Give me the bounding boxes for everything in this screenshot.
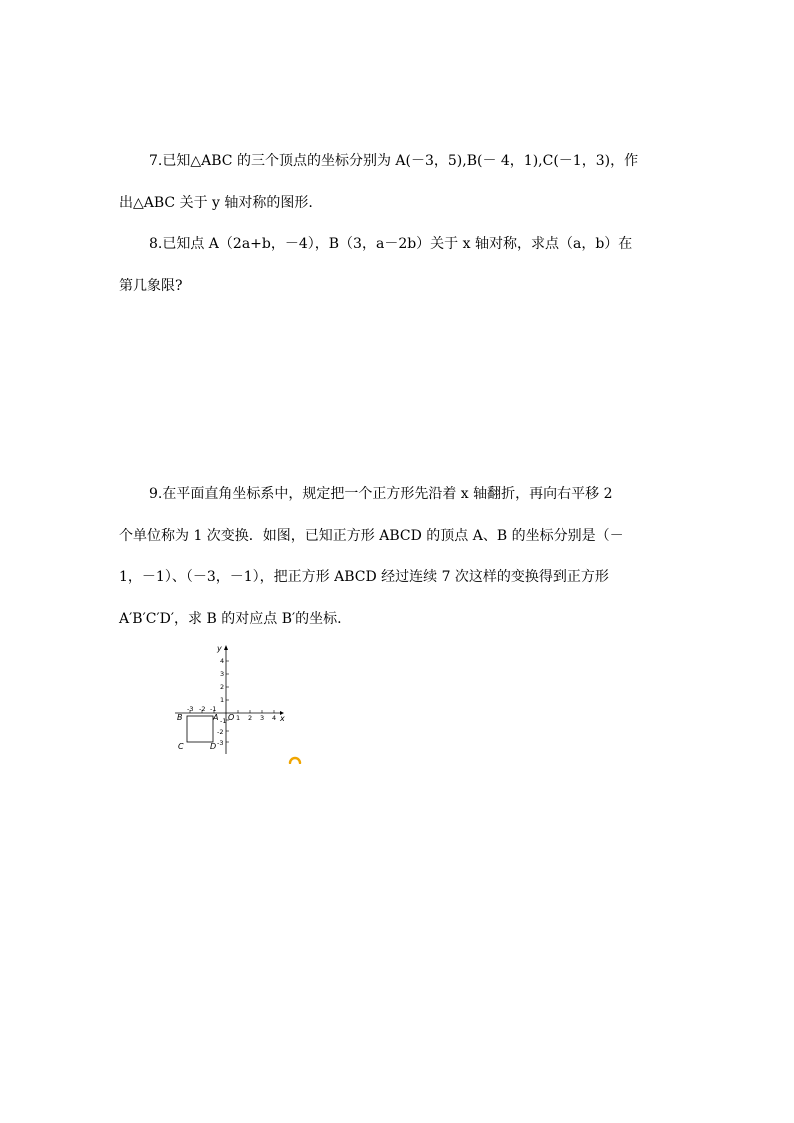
y-tick-label: -3 [217,739,224,747]
x-tick-label: 3 [260,714,265,722]
problem-8-line-2: 第几象限? [119,278,183,294]
x-tick-label: 2 [248,714,253,722]
y-tick-label: -1 [220,717,227,725]
vertex-label-c: C [178,742,184,751]
x-tick-label: 4 [272,714,277,722]
y-axis-label: y [217,644,222,653]
problem-8-line-1: 8.已知点 A（2a+b，－4），B（3，a－2b）关于 x 轴对称，求点（a，b）在 [149,236,633,252]
problem-9-line-3: 1，－1）、（－3，－1），把正方形 ABCD 经过连续 7 次这样的变换得到正方形 [119,569,609,585]
y-axis-arrow [224,645,228,650]
square-abcd [187,716,213,742]
y-tick-label: 4 [220,657,225,665]
vertex-label-a: A [213,713,219,722]
coordinate-diagram [170,642,290,757]
x-tick-label: -2 [199,705,206,713]
y-tick-label: 1 [220,696,225,704]
y-tick-label: 3 [220,670,225,678]
y-tick-label: 2 [220,683,225,691]
problem-9-line-4: A′B′C′D′，求 B 的对应点 B′的坐标. [119,611,342,627]
x-tick-label: -1 [210,705,217,713]
x-tick-label: 1 [236,714,241,722]
orange-arc-mark [288,752,302,762]
x-axis-label: x [280,714,285,723]
problem-9-line-2: 个单位称为 1 次变换．如图，已知正方形 ABCD 的顶点 A、B 的坐标分别是（－ [119,528,624,544]
problem-7-line-1: 7.已知△ABC 的三个顶点的坐标分别为 A(－3，5),B(－ 4，1),C(－1，3)，作 [149,153,639,169]
x-tick-label: -3 [187,705,194,713]
problem-7-line-2: 出△ABC 关于 y 轴对称的图形. [119,195,313,211]
origin-label: O [228,713,235,722]
y-tick-label: -2 [217,728,224,736]
problem-9-line-1: 9.在平面直角坐标系中，规定把一个正方形先沿着 x 轴翻折，再向右平移 2 [149,486,613,502]
vertex-label-d: D [210,742,217,751]
vertex-label-b: B [177,713,183,722]
